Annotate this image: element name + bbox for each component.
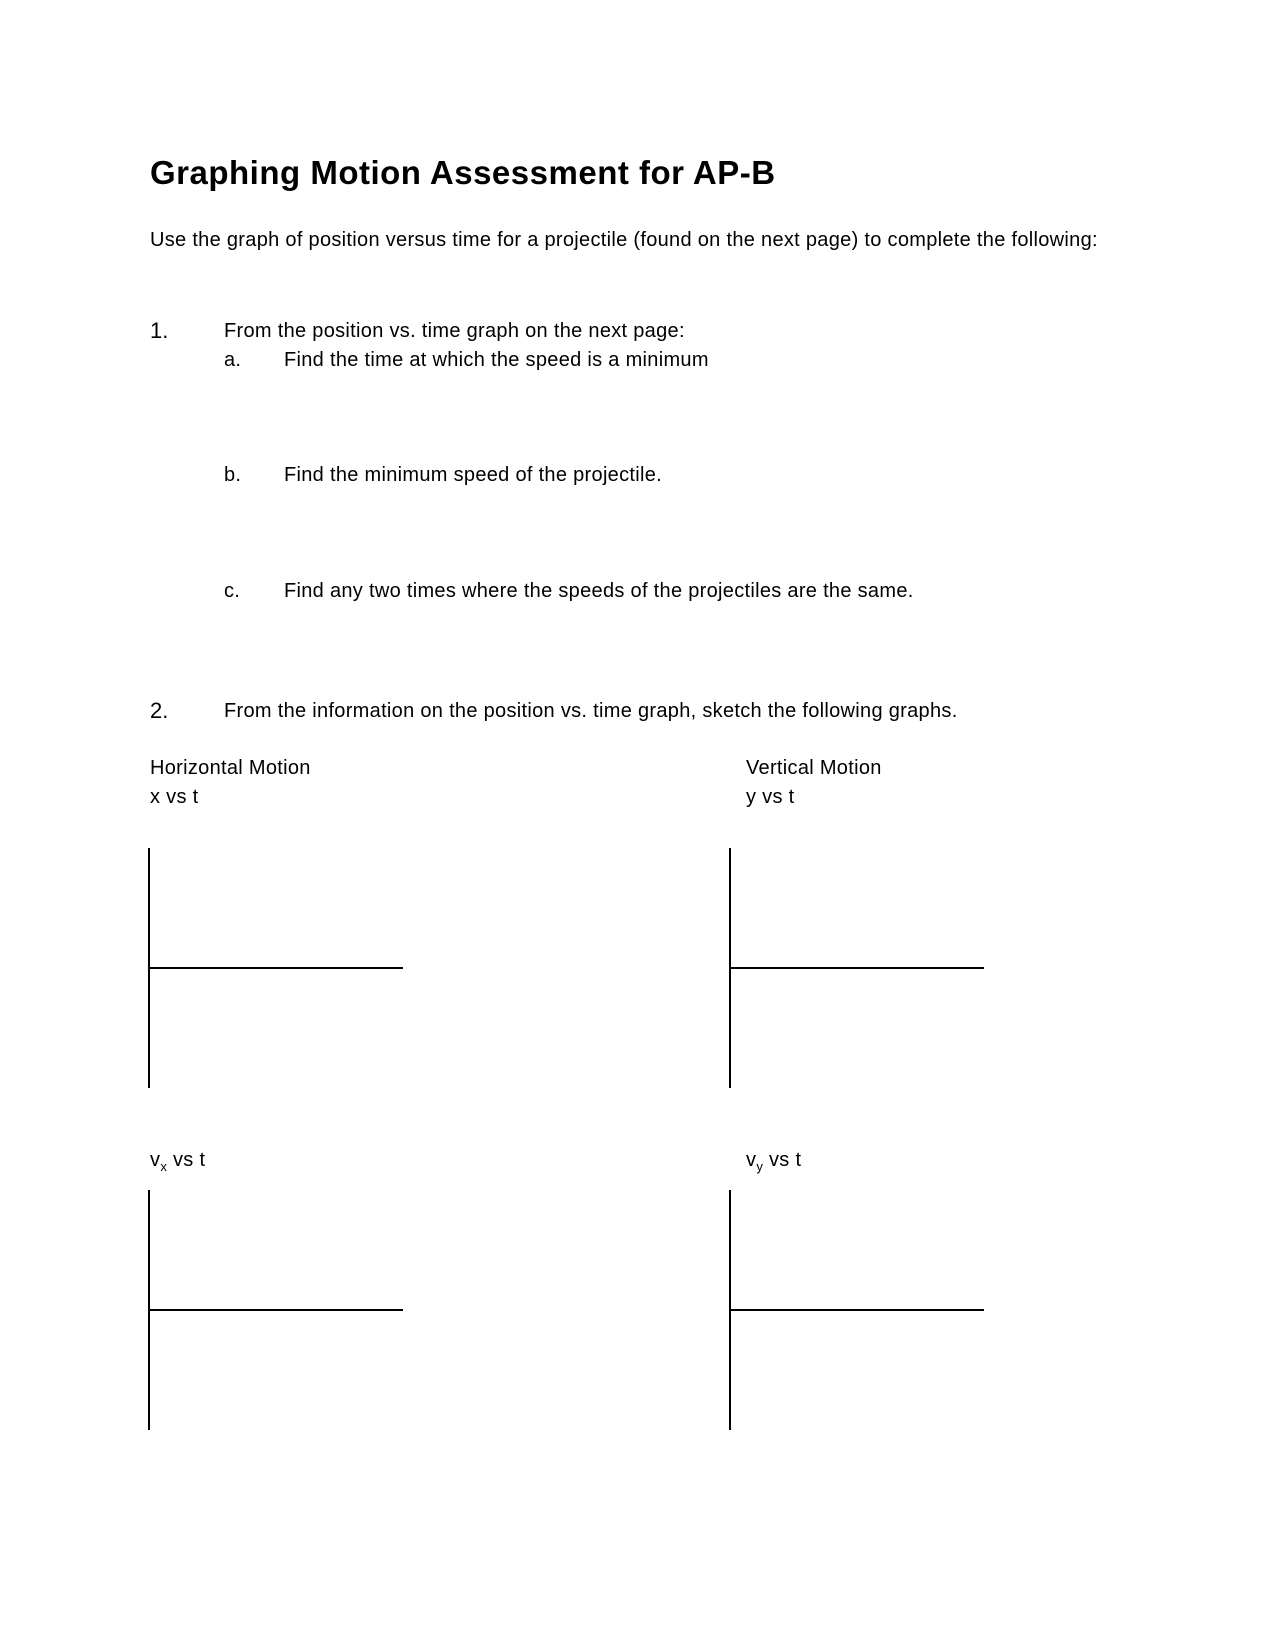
question-1-prompt: From the position vs. time graph on the next page: xyxy=(224,320,685,342)
part-a-letter: a. xyxy=(224,349,242,371)
question-1-number: 1. xyxy=(150,318,169,343)
y-vs-t-label: y vs t xyxy=(746,786,795,808)
vy-vs-t-label: $v_y$ vs t xyxy=(746,1149,802,1174)
question-2-prompt: From the information on the position vs. time graph, sketch the following graphs. xyxy=(224,700,958,722)
page-title: Graphing Motion Assessment for AP-B xyxy=(150,154,776,191)
x-vs-t-label: x vs t xyxy=(150,786,199,808)
intro-text: Use the graph of position versus time for a projectile (found on the next page) to complete the following: xyxy=(150,229,1098,251)
vertical-motion-heading: Vertical Motion xyxy=(746,757,882,779)
part-c-letter: c. xyxy=(224,580,241,602)
part-b-letter: b. xyxy=(224,464,242,486)
vy-vs-t-time-axis xyxy=(729,1309,984,1311)
vx-vs-t-time-axis xyxy=(148,1309,403,1311)
y-vs-t-time-axis xyxy=(729,967,984,969)
horizontal-motion-heading: Horizontal Motion xyxy=(150,757,311,779)
question-2-number: 2. xyxy=(150,698,169,723)
vx-vs-t-label: $v_x$ vs t xyxy=(150,1149,206,1174)
part-a-text: Find the time at which the speed is a minimum xyxy=(284,349,709,371)
part-c-text: Find any two times where the speeds of the projectiles are the same. xyxy=(284,580,914,602)
x-vs-t-time-axis xyxy=(148,967,403,969)
part-b-text: Find the minimum speed of the projectile. xyxy=(284,464,663,486)
